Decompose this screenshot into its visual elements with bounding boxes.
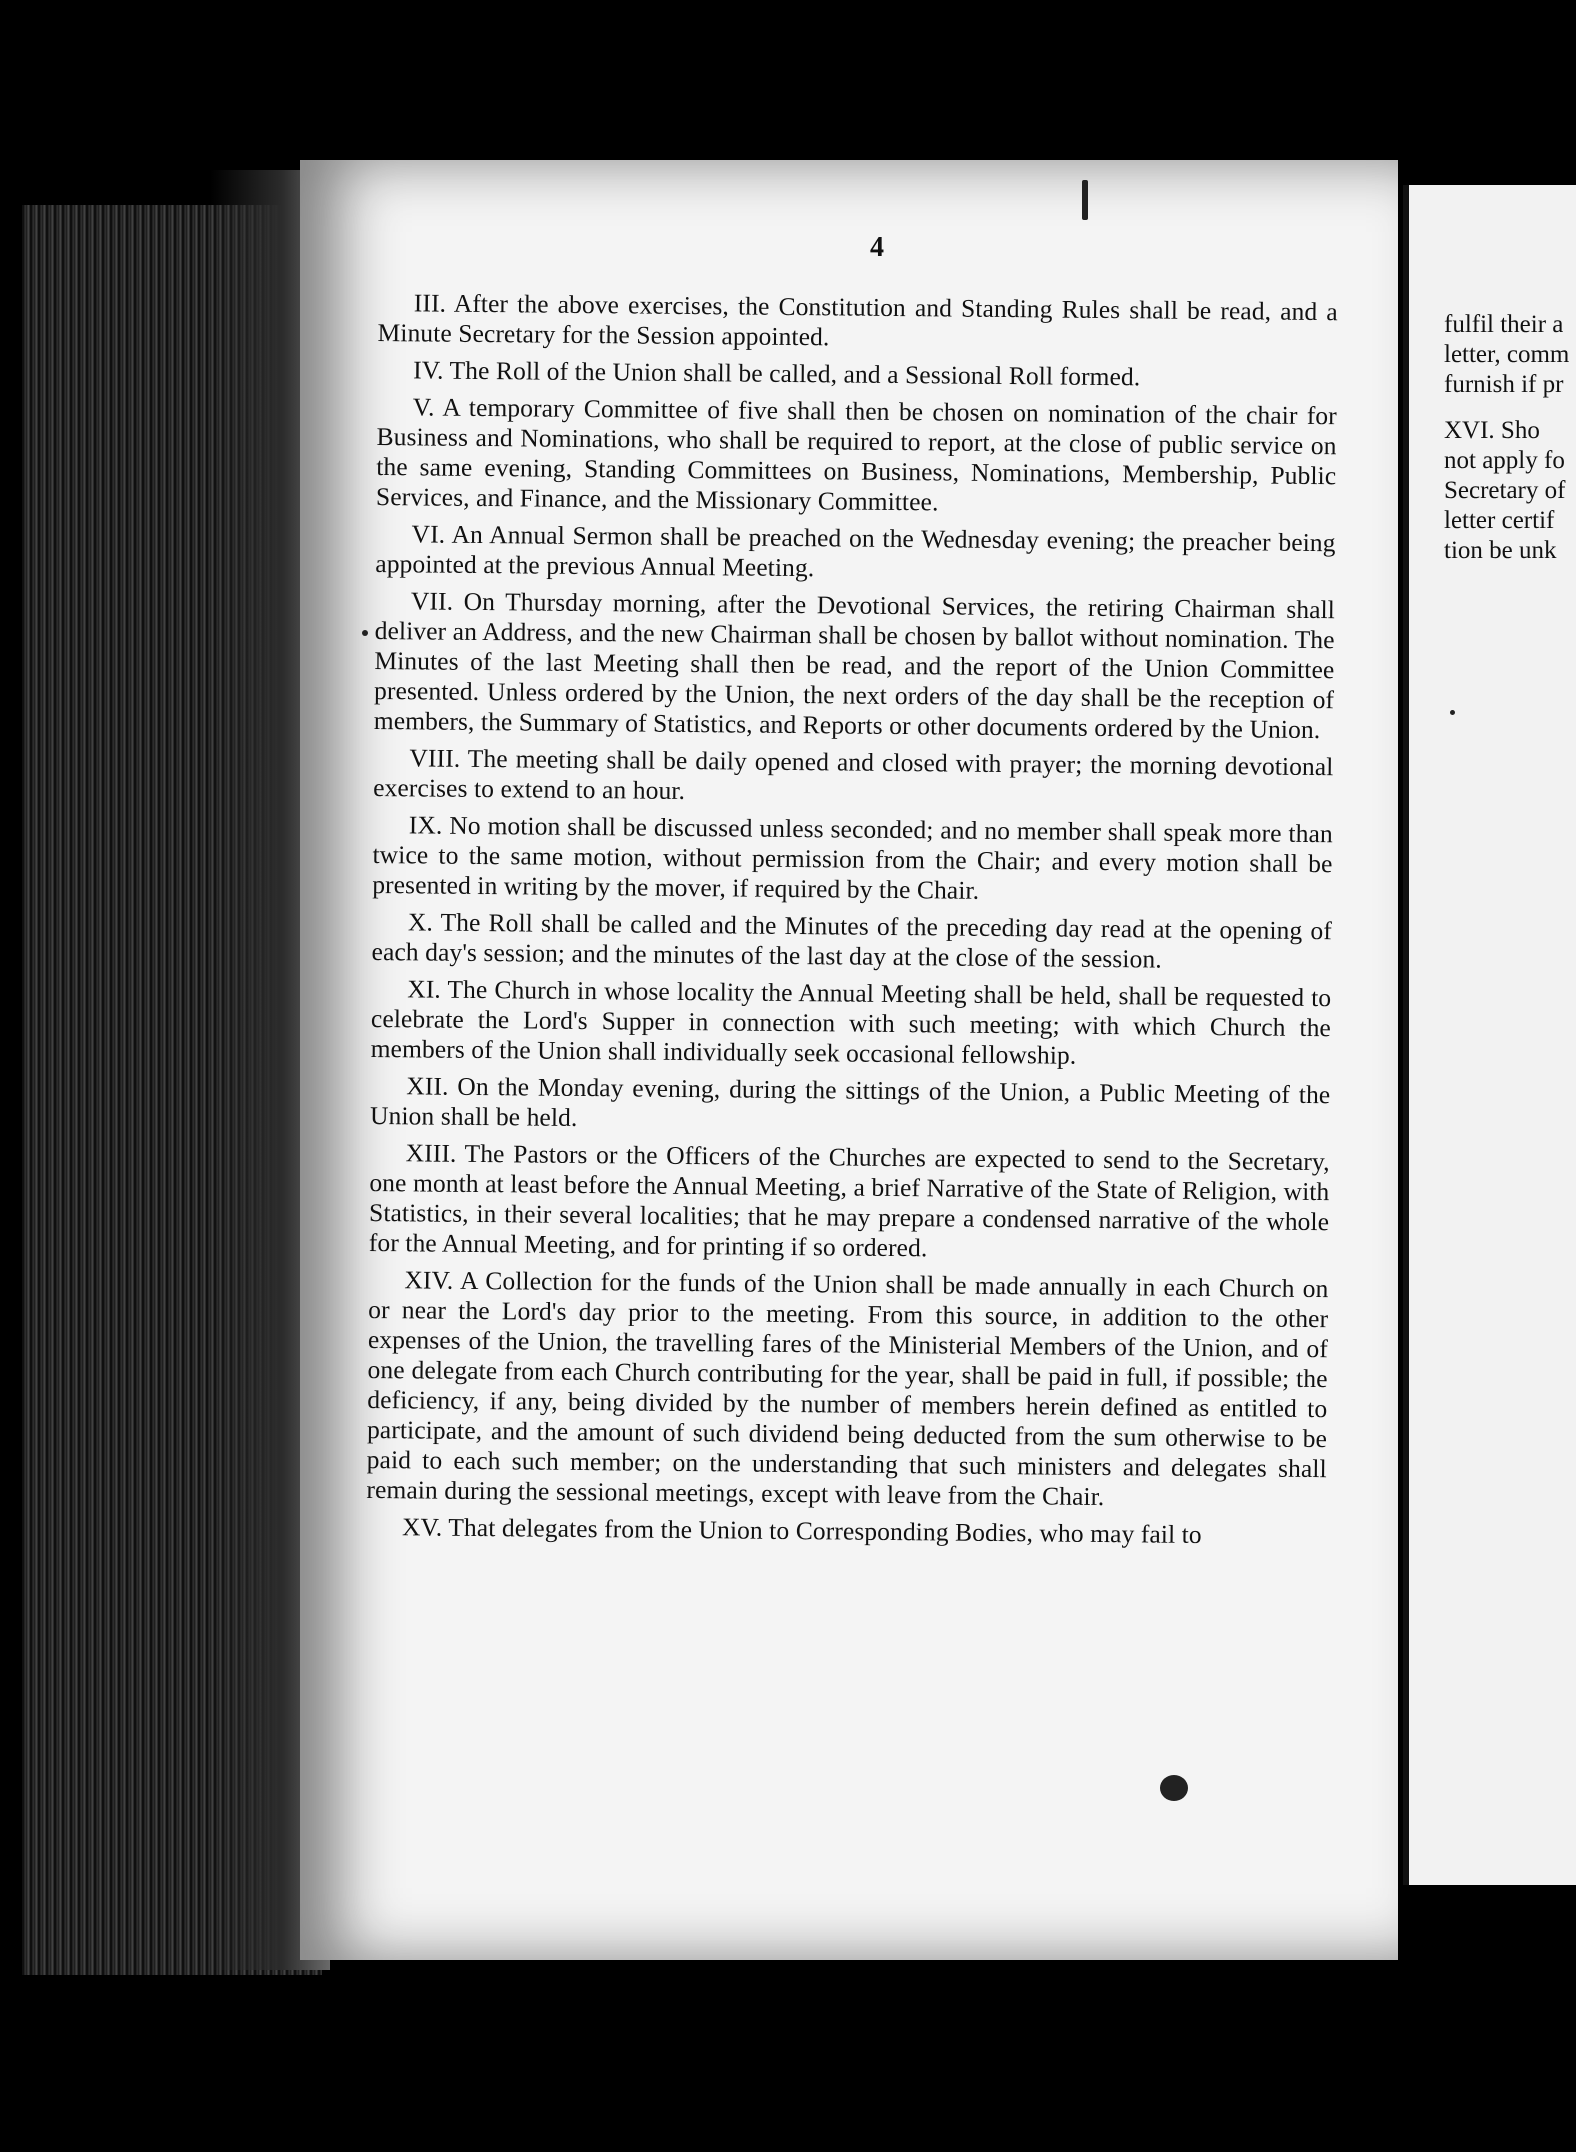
rule-paragraph-viii: VIII. The meeting shall be daily opened and closed with prayer; the morning devotional exercises to extend to an hour. [373, 743, 1334, 805]
page-number: 4 [870, 232, 884, 263]
facing-line: Secretary of [1444, 477, 1566, 504]
rule-paragraph-xi: XI. The Church in whose locality the Annual Meeting shall be held, shall be requested to celebrate the Lord's Supper in connection with such meeting; with which Church the members of the Union shall individually seek occasional fellowship. [370, 974, 1332, 1070]
facing-page-text [1444, 310, 1576, 566]
scan-speck [1082, 180, 1088, 220]
facing-line: letter certif [1444, 507, 1555, 534]
facing-line: furnish if pr [1444, 371, 1564, 398]
rule-paragraph-vi: VI. An Annual Sermon shall be preached on the Wednesday evening; the preacher being appointed at the previous Annual Meeting. [375, 519, 1336, 583]
scan-speck [1450, 710, 1455, 715]
rule-paragraph-xii: XII. On the Monday evening, during the sittings of the Union, a Public Meeting of the Union shall be held. [369, 1071, 1331, 1132]
facing-line: not apply fo [1444, 447, 1565, 474]
page-body [366, 288, 1338, 1558]
facing-line: tion be unk [1444, 537, 1557, 564]
rule-paragraph-xv: XV. That delegates from the Union to Corresponding Bodies, who may fail to [401, 1512, 1202, 1549]
rule-paragraph-xiv: XIV. A Collection for the funds of the Union shall be made annually in each Church on or near the Lord's day prior to the meeting. From this source, in addition to the other expenses of the Union, the travelling fares of the Ministerial Members of the Union, and of one delegate from each Church contributing for the year, shall be paid in full, if possible; the deficiency, if any, being divided by the number of members herein defined as entitled to participate, and the amount of such dividend being deducted from the sum otherwise to be paid to each such member; on the understanding that such ministers and delegates shall remain during the sessional meetings, except with leave from the Chair. [366, 1265, 1329, 1512]
facing-line: letter, comm [1444, 341, 1570, 368]
rule-paragraph-iv: IV. The Roll of the Union shall be called, and a Sessional Roll formed. [413, 355, 1141, 392]
facing-line: XVI. Sho [1444, 417, 1540, 444]
rule-paragraph-vii: VII. On Thursday morning, after the Devotional Services, the retiring Chairman shall deliver an Address, and the new Chairman shall be chosen by ballot without nomination. The Minutes of the last Meeting shall then be read, and the report of the Union Committee presented. Unless ordered by the Union, the next orders of the day shall be the reception of members, the Summary of Statistics, and Reports or other documents ordered by the Union. [373, 586, 1336, 745]
rule-paragraph-x: X. The Roll shall be called and the Minutes of the preceding day read at the opening of each day's session; and the minutes of the last day at the close of the session. [371, 907, 1333, 974]
rule-paragraph-ix: IX. No motion shall be discussed unless seconded; and no member shall speak more than twice to the same motion, without permission from the Chair; and every motion shall be presented in writing by the mover, if required by the Chair. [372, 810, 1333, 905]
scan-speck [362, 630, 368, 636]
rule-paragraph-xiii: XIII. The Pastors or the Officers of the Churches are expected to send to the Secretary, one month at least before the Annual Meeting, a brief Narrative of the State of Religion, with Statistics, in their several localities; that he may prepare a condensed narrative of the whole for the Annual Meeting, and for printing if so ordered. [368, 1138, 1330, 1263]
rule-paragraph-iii: III. After the above exercises, the Constitution and Standing Rules shall be read, and a Minute Secretary for the Session appointed. [377, 288, 1338, 352]
scan-speck [1160, 1775, 1188, 1801]
rule-paragraph-v: V. A temporary Committee of five shall then be chosen on nomination of the chair for Business and Nominations, who shall be required to report, at the close of public service on the same evening, Standing Committees on Business, Nominations, Membership, Public Services, and Finance, and the Missionary Committee. [375, 392, 1337, 517]
facing-line: fulfil their a [1444, 311, 1564, 338]
